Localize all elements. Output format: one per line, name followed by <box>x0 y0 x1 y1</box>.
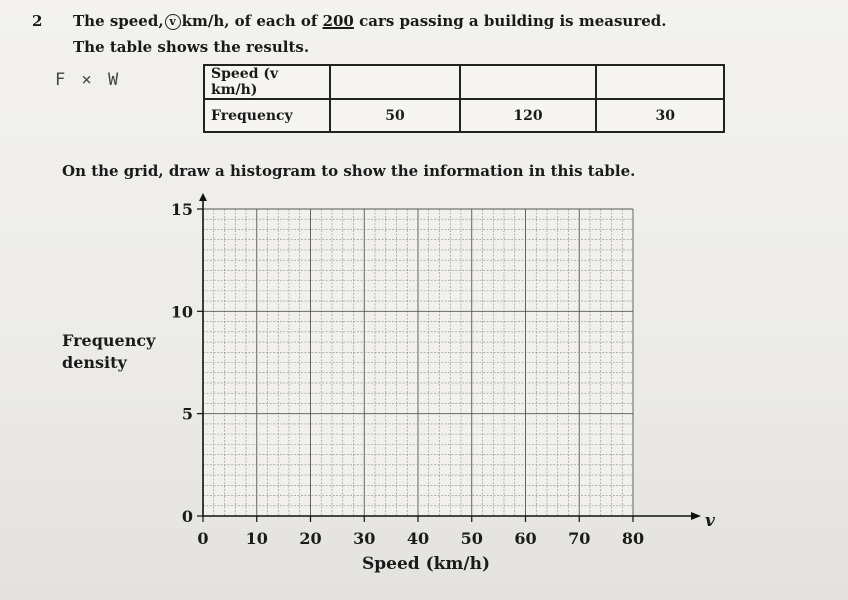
x-tick-label: 80 <box>621 529 645 548</box>
question-text-part: km/h, of each of <box>181 12 323 30</box>
y-tick-label: 15 <box>170 200 193 219</box>
y-tick-label: 5 <box>181 404 193 424</box>
underlined-count: 200 <box>322 12 354 30</box>
x-tick-label: 10 <box>245 529 268 548</box>
y-axis-title-line: density <box>62 353 127 372</box>
x-tick-label: 60 <box>514 529 537 548</box>
x-tick-label: 20 <box>299 529 322 548</box>
question-number: 2 <box>32 12 43 30</box>
circled-variable: v <box>165 14 181 30</box>
x-tick-label: 50 <box>460 529 483 548</box>
question-text-part: The speed, <box>73 12 164 30</box>
x-axis-title: Speed (km/h) <box>362 554 491 574</box>
y-axis-arrow <box>199 193 207 201</box>
table-row-label: Frequency <box>204 99 330 132</box>
x-tick-label: 40 <box>406 529 430 548</box>
question-text-line2: The table shows the results. <box>73 38 310 56</box>
x-tick-label: 30 <box>353 529 376 548</box>
question-text-part: cars passing a building is measured. <box>353 12 667 30</box>
x-axis-arrow <box>691 512 701 520</box>
handwritten-note: F × W <box>55 70 122 90</box>
x-axis-symbol: v <box>705 511 715 531</box>
table-cell: 30 <box>596 99 724 132</box>
x-tick-label: 0 <box>197 529 209 548</box>
table-row-label: Speed (v km/h) <box>204 65 330 99</box>
x-tick-label: 70 <box>568 529 591 548</box>
table-cell: 120 <box>460 99 596 132</box>
y-tick-label: 10 <box>170 302 193 322</box>
y-axis-title-line: Frequency <box>62 331 156 350</box>
table-cell: 50 <box>330 99 460 132</box>
instruction-text: On the grid, draw a histogram to show the information in this table. <box>62 162 636 180</box>
y-tick-label: 0 <box>181 507 193 526</box>
